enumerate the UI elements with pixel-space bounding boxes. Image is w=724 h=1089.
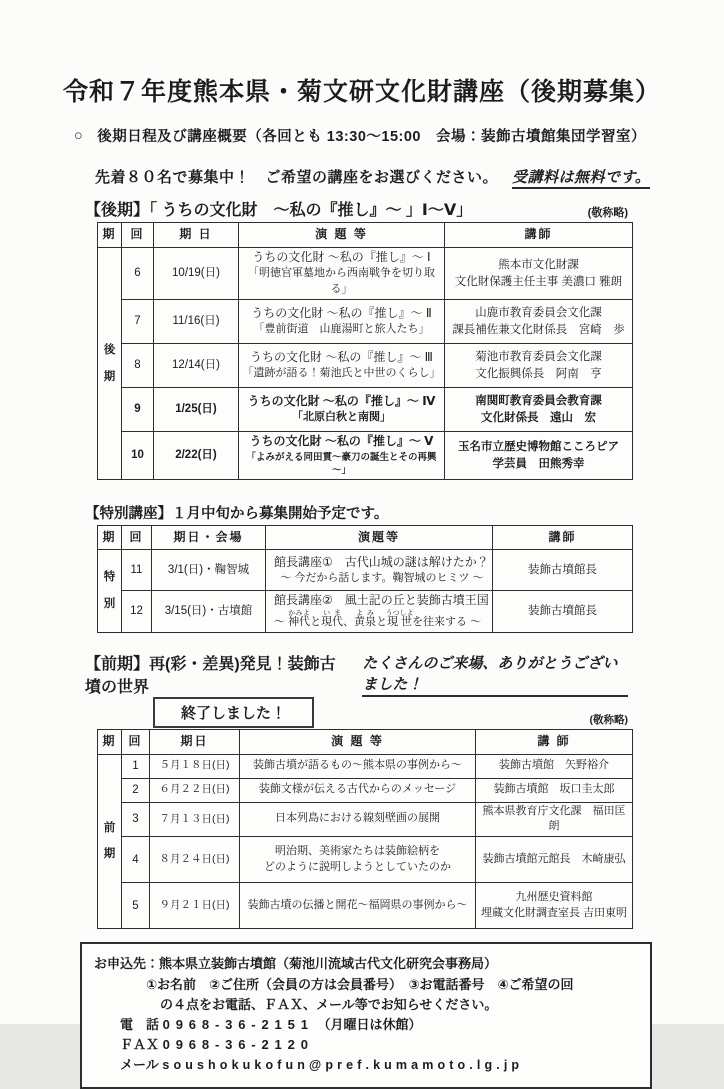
session-topic: 館長講座② 風土記の丘と装飾古墳王国 ～ 神代かみよと現代いま、黄泉よみと現世うつしよを往来する ～ (266, 591, 493, 632)
zenki-honorifics-note: (敬称略) (589, 713, 628, 726)
kouki-heading-text: 【後期】「 うちの文化財 ～私の『推し』～ 」Ⅰ～Ⅴ」 (85, 202, 473, 219)
recruit-text: 先着８０名で募集中！ ご希望の講座をお選びください。 (95, 169, 499, 186)
session-date: 3/15(日)・古墳館 (152, 591, 266, 632)
table-row (98, 778, 633, 802)
session-no: 6 (122, 248, 154, 300)
session-topic: 館長講座① 古代山城の謎は解けたか？ ～ 今だから話します。鞠智城のヒミツ ～ (266, 550, 493, 591)
ended-badge: 終了しました！ (153, 697, 314, 728)
session-date: 12/14(日) (154, 344, 239, 388)
session-topic: うちの文化財 ～私の『推し』～ Ⅰ 「明徳官軍墓地から西南戦争を切り取る」 (239, 248, 445, 300)
thanks-note: たくさんのご来場、ありがとうございました！ (362, 652, 628, 697)
table-row (98, 300, 633, 344)
col-header-no: 回 (122, 729, 150, 754)
period-label: 特 別 (98, 550, 122, 632)
kouki-schedule-table (97, 222, 633, 480)
session-no: 10 (122, 432, 154, 480)
zenki-section-heading (85, 651, 628, 697)
table-row (98, 802, 633, 837)
fax-number: 0968-36-2120 (162, 1036, 314, 1052)
contact-line-method: の４点をお電話、ＦＡＸ、メール等でお知らせください。 (160, 996, 498, 1012)
session-lecturer: 装飾古墳館長 (493, 591, 633, 632)
tel-number: 0968-36-2151 (162, 1016, 314, 1032)
free-note: 受講料は無料です。 (512, 169, 650, 189)
table-header-row (98, 223, 633, 248)
session-no: 2 (122, 778, 150, 802)
session-lecturer: 九州歴史資料館 埋蔵文化財調査室長 吉田東明 (476, 883, 633, 929)
zenki-heading-text: 【前期】再(彩・差異)発見！装飾古墳の世界 (85, 655, 336, 696)
kouki-honorifics-note: (敬称略) (587, 207, 628, 219)
session-no: 8 (122, 344, 154, 388)
session-date: ５月１８日(日) (150, 754, 240, 778)
session-lecturer: 菊池市教育委員会文化課 文化振興係長 阿南 亨 (445, 344, 633, 388)
tel-note: （月曜日は休館） (317, 1016, 422, 1032)
circle-bullet-icon: ○ (74, 127, 84, 144)
period-label: 前 期 (98, 754, 122, 929)
session-no: 9 (122, 388, 154, 432)
col-header-date-venue: 期日・会場 (152, 526, 266, 550)
table-row (98, 388, 633, 432)
session-date: 1/25(日) (154, 388, 239, 432)
col-header-lecturer: 講師 (445, 223, 633, 248)
col-header-date: 期日 (150, 729, 240, 754)
col-header-period: 期 (98, 223, 122, 248)
session-no: 11 (122, 550, 152, 591)
recruit-line (95, 166, 724, 187)
overview-text: 後期日程及び講座概要（各回とも 13:30～15:00 会場：装飾古墳館集団学習室） (97, 129, 646, 145)
session-date: ６月２２日(日) (150, 778, 240, 802)
overview-line (74, 125, 724, 146)
session-topic: 装飾文様が伝える古代からのメッセージ (240, 778, 476, 802)
tel-label: 電 話 (120, 1016, 160, 1032)
session-date: ８月２４日(日) (150, 837, 240, 883)
table-row (98, 432, 633, 480)
col-header-lecturer: 講 師 (476, 729, 633, 754)
table-header-row (98, 729, 633, 754)
session-date: 3/1(日)・鞠智城 (152, 550, 266, 591)
session-topic: うちの文化財 ～私の『推し』～ Ⅲ 「遺跡が語る！菊池氏と中世のくらし」 (239, 344, 445, 388)
zenki-subline (85, 699, 628, 729)
col-header-lecturer: 講師 (493, 526, 633, 550)
special-section-heading (85, 502, 628, 523)
col-header-date: 期 日 (154, 223, 239, 248)
contact-box (80, 942, 652, 1089)
contact-line-items: ①お名前 ②ご住所（会員の方は会員番号） ③お電話番号 ④ご希望の回 (146, 976, 574, 992)
zenki-schedule-table (97, 729, 633, 930)
period-label: 後 期 (98, 248, 122, 480)
session-date: ９月２１日(日) (150, 883, 240, 929)
table-row (98, 754, 633, 778)
session-lecturer: 南関町教育委員会教育課 文化財係長 遠山 宏 (445, 388, 633, 432)
session-lecturer: 装飾古墳館長 (493, 550, 633, 591)
session-date: 2/22(日) (154, 432, 239, 480)
session-date: ７月１３日(日) (150, 802, 240, 837)
kouki-section-heading (85, 197, 628, 220)
session-topic: 装飾古墳の伝播と開花～福岡県の事例から～ (240, 883, 476, 929)
session-no: 5 (122, 883, 150, 929)
special-schedule-table (97, 525, 633, 632)
col-header-no: 回 (122, 526, 152, 550)
session-lecturer: 装飾古墳館 矢野裕介 (476, 754, 633, 778)
session-topic: 装飾古墳が語るもの～熊本県の事例から～ (240, 754, 476, 778)
session-topic: うちの文化財 ～私の『推し』～ Ⅳ 「北原白秋と南関」 (239, 388, 445, 432)
fax-label: ＦＡＸ (120, 1036, 160, 1052)
session-lecturer: 熊本市文化財課 文化財保護主任主事 美濃口 雅朗 (445, 248, 633, 300)
session-no: 7 (122, 300, 154, 344)
table-row (98, 344, 633, 388)
mail-address: soushokukofun@pref.kumamoto.lg.jp (162, 1058, 524, 1073)
session-no: 3 (122, 802, 150, 837)
col-header-period: 期 (98, 729, 122, 754)
table-row (98, 550, 633, 591)
table-row (98, 883, 633, 929)
table-row (98, 837, 633, 883)
col-header-topic: 演 題 等 (240, 729, 476, 754)
session-lecturer: 熊本県教育庁文化課 福田匡朗 (476, 802, 633, 837)
session-no: 12 (122, 591, 152, 632)
contact-line-mail (120, 1055, 638, 1075)
contact-line-tel (120, 1015, 638, 1035)
special-heading-text: 【特別講座】１月中旬から募集開始予定です。 (85, 506, 389, 523)
page-title: 令和７年度熊本県・菊文研文化財講座（後期募集） (62, 78, 661, 106)
session-lecturer: 玉名市立歴史博物館こころピア 学芸員 田熊秀幸 (445, 432, 633, 480)
contact-line-address: お申込先：熊本県立装飾古墳館（菊池川流域古代文化研究会事務局） (94, 956, 498, 972)
session-no: 1 (122, 754, 150, 778)
table-header-row (98, 526, 633, 550)
col-header-period: 期 (98, 526, 122, 550)
col-header-topic: 演題等 (266, 526, 493, 550)
mail-label: メール (120, 1057, 159, 1073)
session-topic: うちの文化財 ～私の『推し』～ Ⅱ 「豊前街道 山鹿湯町と旅人たち」 (239, 300, 445, 344)
session-lecturer: 山鹿市教育委員会文化課 課長補佐兼文化財係長 宮崎 歩 (445, 300, 633, 344)
session-lecturer: 装飾古墳館元館長 木崎康弘 (476, 837, 633, 883)
session-lecturer: 装飾古墳館 坂口圭太郎 (476, 778, 633, 802)
contact-line-fax (120, 1035, 638, 1055)
session-topic: 日本列島における線刻壁画の展開 (240, 802, 476, 837)
table-row (98, 591, 633, 632)
session-date: 10/19(日) (154, 248, 239, 300)
session-topic: うちの文化財 ～私の『推し』～ Ⅴ 「よみがえる同田貫～豪刀の誕生とその再興～」 (239, 432, 445, 480)
session-topic: 明治期、美術家たちは装飾絵柄を どのように説明しようとしていたのか (240, 837, 476, 883)
session-date: 11/16(日) (154, 300, 239, 344)
session-no: 4 (122, 837, 150, 883)
col-header-topic: 演 題 等 (239, 223, 445, 248)
col-header-no: 回 (122, 223, 154, 248)
table-row (98, 248, 633, 300)
